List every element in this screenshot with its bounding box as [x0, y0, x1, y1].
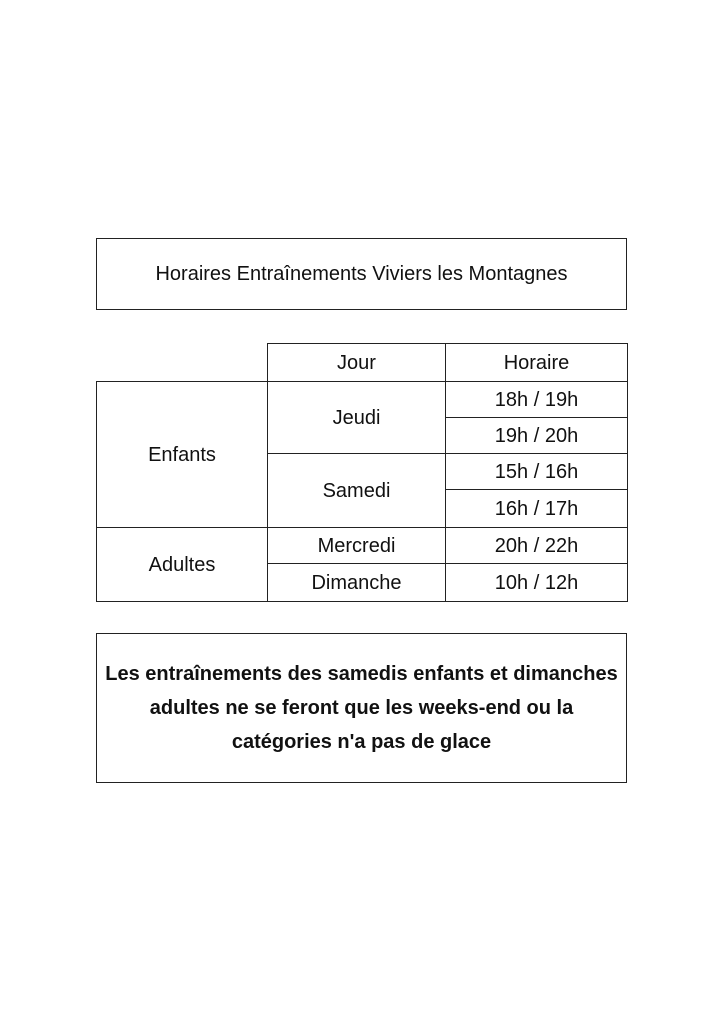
note-box [96, 633, 627, 783]
schedule-table [96, 343, 628, 602]
time-cell: 18h / 19h [446, 382, 628, 418]
group-label-adultes: Adultes [97, 528, 268, 602]
time-cell: 10h / 12h [446, 564, 628, 602]
table-header-row [97, 344, 628, 382]
day-mercredi: Mercredi [268, 528, 446, 564]
table-row [97, 382, 628, 418]
note-text: Les entraînements des samedis enfants et dimanches adultes ne se feront que les weeks-end ou la catégories n'a pas de glace [105, 663, 618, 753]
header-time: Horaire [446, 344, 628, 382]
time-cell: 19h / 20h [446, 418, 628, 454]
group-label-enfants: Enfants [97, 382, 268, 528]
time-cell: 15h / 16h [446, 454, 628, 490]
table-row [97, 528, 628, 564]
day-dimanche: Dimanche [268, 564, 446, 602]
day-samedi: Samedi [268, 454, 446, 528]
page-title: Horaires Entraînements Viviers les Montagnes [96, 238, 627, 310]
time-cell: 20h / 22h [446, 528, 628, 564]
time-cell: 16h / 17h [446, 490, 628, 528]
day-jeudi: Jeudi [268, 382, 446, 454]
header-day: Jour [268, 344, 446, 382]
header-blank-cell [97, 344, 268, 382]
